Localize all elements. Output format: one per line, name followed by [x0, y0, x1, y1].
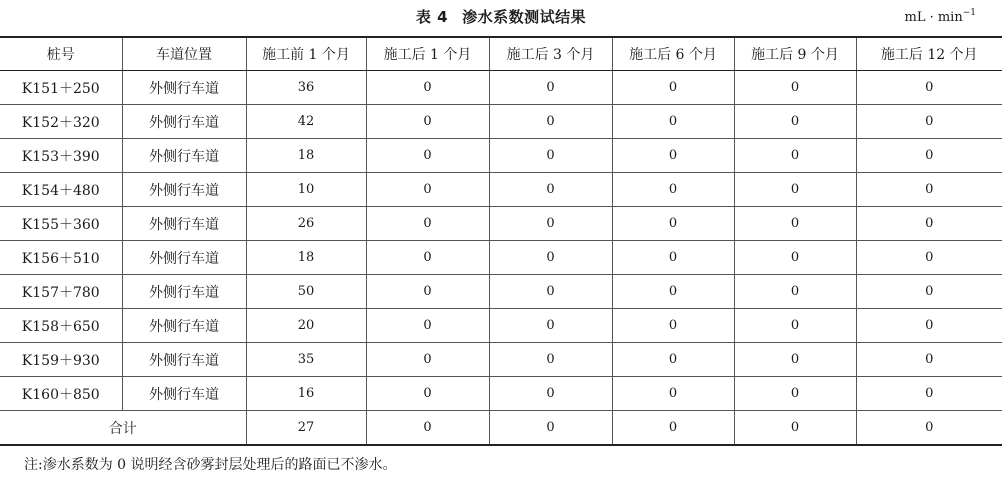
value-cell: 0 — [489, 71, 612, 105]
table-title-text: 渗水系数测试结果 — [462, 8, 587, 26]
value-cell: 0 — [612, 343, 734, 377]
value-cell: 18 — [246, 241, 366, 275]
value-cell: 0 — [366, 173, 489, 207]
table-note: 注:渗水系数为 0 说明经含砂雾封层处理后的路面已不渗水。 — [24, 457, 397, 473]
value-cell: 0 — [366, 309, 489, 343]
station-cell: K157＋780 — [0, 275, 122, 309]
table-caption — [0, 0, 1002, 34]
header-after-1m: 施工后 1 个月 — [366, 37, 489, 71]
unit-base: mL · min — [904, 10, 963, 25]
value-cell: 0 — [366, 71, 489, 105]
total-row — [0, 411, 1002, 446]
lane-cell: 外侧行车道 — [122, 105, 246, 139]
value-cell: 0 — [489, 173, 612, 207]
value-cell: 0 — [734, 241, 856, 275]
value-cell: 0 — [734, 275, 856, 309]
unit-label — [905, 8, 977, 25]
value-cell: 0 — [734, 139, 856, 173]
value-cell: 0 — [734, 343, 856, 377]
unit-exponent: −1 — [962, 8, 976, 18]
value-cell: 0 — [734, 71, 856, 105]
table-row — [0, 105, 1002, 139]
table-row — [0, 207, 1002, 241]
value-cell: 0 — [734, 105, 856, 139]
value-cell: 0 — [489, 105, 612, 139]
table-row — [0, 275, 1002, 309]
value-cell: 35 — [246, 343, 366, 377]
value-cell: 0 — [489, 241, 612, 275]
value-cell: 26 — [246, 207, 366, 241]
station-cell: K152＋320 — [0, 105, 122, 139]
station-cell: K160＋850 — [0, 377, 122, 411]
total-value-cell: 0 — [856, 411, 1002, 446]
value-cell: 0 — [734, 309, 856, 343]
lane-cell: 外侧行车道 — [122, 377, 246, 411]
station-cell: K156＋510 — [0, 241, 122, 275]
header-after-3m: 施工后 3 个月 — [489, 37, 612, 71]
value-cell: 0 — [366, 377, 489, 411]
lane-cell: 外侧行车道 — [122, 71, 246, 105]
station-cell: K153＋390 — [0, 139, 122, 173]
lane-cell: 外侧行车道 — [122, 173, 246, 207]
value-cell: 0 — [856, 275, 1002, 309]
table-row — [0, 241, 1002, 275]
table-row — [0, 139, 1002, 173]
table-title — [0, 6, 1002, 27]
value-cell: 0 — [366, 139, 489, 173]
value-cell: 0 — [856, 343, 1002, 377]
value-cell: 20 — [246, 309, 366, 343]
station-cell: K158＋650 — [0, 309, 122, 343]
value-cell: 0 — [366, 241, 489, 275]
value-cell: 0 — [856, 241, 1002, 275]
header-after-6m: 施工后 6 个月 — [612, 37, 734, 71]
value-cell: 0 — [489, 343, 612, 377]
table-row — [0, 309, 1002, 343]
header-before-1m: 施工前 1 个月 — [246, 37, 366, 71]
station-cell: K154＋480 — [0, 173, 122, 207]
lane-cell: 外侧行车道 — [122, 275, 246, 309]
value-cell: 16 — [246, 377, 366, 411]
value-cell: 0 — [856, 173, 1002, 207]
header-after-12m: 施工后 12 个月 — [856, 37, 1002, 71]
value-cell: 0 — [489, 275, 612, 309]
value-cell: 0 — [734, 377, 856, 411]
value-cell: 0 — [612, 105, 734, 139]
value-cell: 0 — [612, 275, 734, 309]
value-cell: 0 — [856, 309, 1002, 343]
total-value-cell: 27 — [246, 411, 366, 446]
table-row — [0, 343, 1002, 377]
seepage-table — [0, 36, 1002, 446]
value-cell: 0 — [366, 105, 489, 139]
value-cell: 18 — [246, 139, 366, 173]
total-value-cell: 0 — [489, 411, 612, 446]
lane-cell: 外侧行车道 — [122, 207, 246, 241]
value-cell: 36 — [246, 71, 366, 105]
total-value-cell: 0 — [366, 411, 489, 446]
lane-cell: 外侧行车道 — [122, 309, 246, 343]
header-lane: 车道位置 — [122, 37, 246, 71]
value-cell: 0 — [612, 241, 734, 275]
value-cell: 0 — [734, 173, 856, 207]
value-cell: 0 — [856, 377, 1002, 411]
lane-cell: 外侧行车道 — [122, 343, 246, 377]
value-cell: 0 — [489, 309, 612, 343]
station-cell: K159＋930 — [0, 343, 122, 377]
header-row — [0, 37, 1002, 71]
value-cell: 0 — [612, 71, 734, 105]
total-label: 合计 — [0, 411, 246, 446]
value-cell: 0 — [366, 275, 489, 309]
total-value-cell: 0 — [612, 411, 734, 446]
value-cell: 0 — [856, 139, 1002, 173]
value-cell: 0 — [612, 173, 734, 207]
station-cell: K151＋250 — [0, 71, 122, 105]
table-row — [0, 173, 1002, 207]
value-cell: 0 — [734, 207, 856, 241]
value-cell: 0 — [489, 207, 612, 241]
value-cell: 0 — [489, 377, 612, 411]
value-cell: 0 — [366, 343, 489, 377]
table-number: 表 4 — [415, 8, 449, 26]
value-cell: 0 — [856, 71, 1002, 105]
value-cell: 0 — [612, 207, 734, 241]
lane-cell: 外侧行车道 — [122, 241, 246, 275]
value-cell: 0 — [489, 139, 612, 173]
table-row — [0, 71, 1002, 105]
value-cell: 42 — [246, 105, 366, 139]
value-cell: 50 — [246, 275, 366, 309]
header-after-9m: 施工后 9 个月 — [734, 37, 856, 71]
value-cell: 0 — [612, 377, 734, 411]
station-cell: K155＋360 — [0, 207, 122, 241]
lane-cell: 外侧行车道 — [122, 139, 246, 173]
value-cell: 0 — [856, 105, 1002, 139]
value-cell: 10 — [246, 173, 366, 207]
value-cell: 0 — [612, 139, 734, 173]
value-cell: 0 — [366, 207, 489, 241]
value-cell: 0 — [612, 309, 734, 343]
table-row — [0, 377, 1002, 411]
header-station: 桩号 — [0, 37, 122, 71]
value-cell: 0 — [856, 207, 1002, 241]
total-value-cell: 0 — [734, 411, 856, 446]
